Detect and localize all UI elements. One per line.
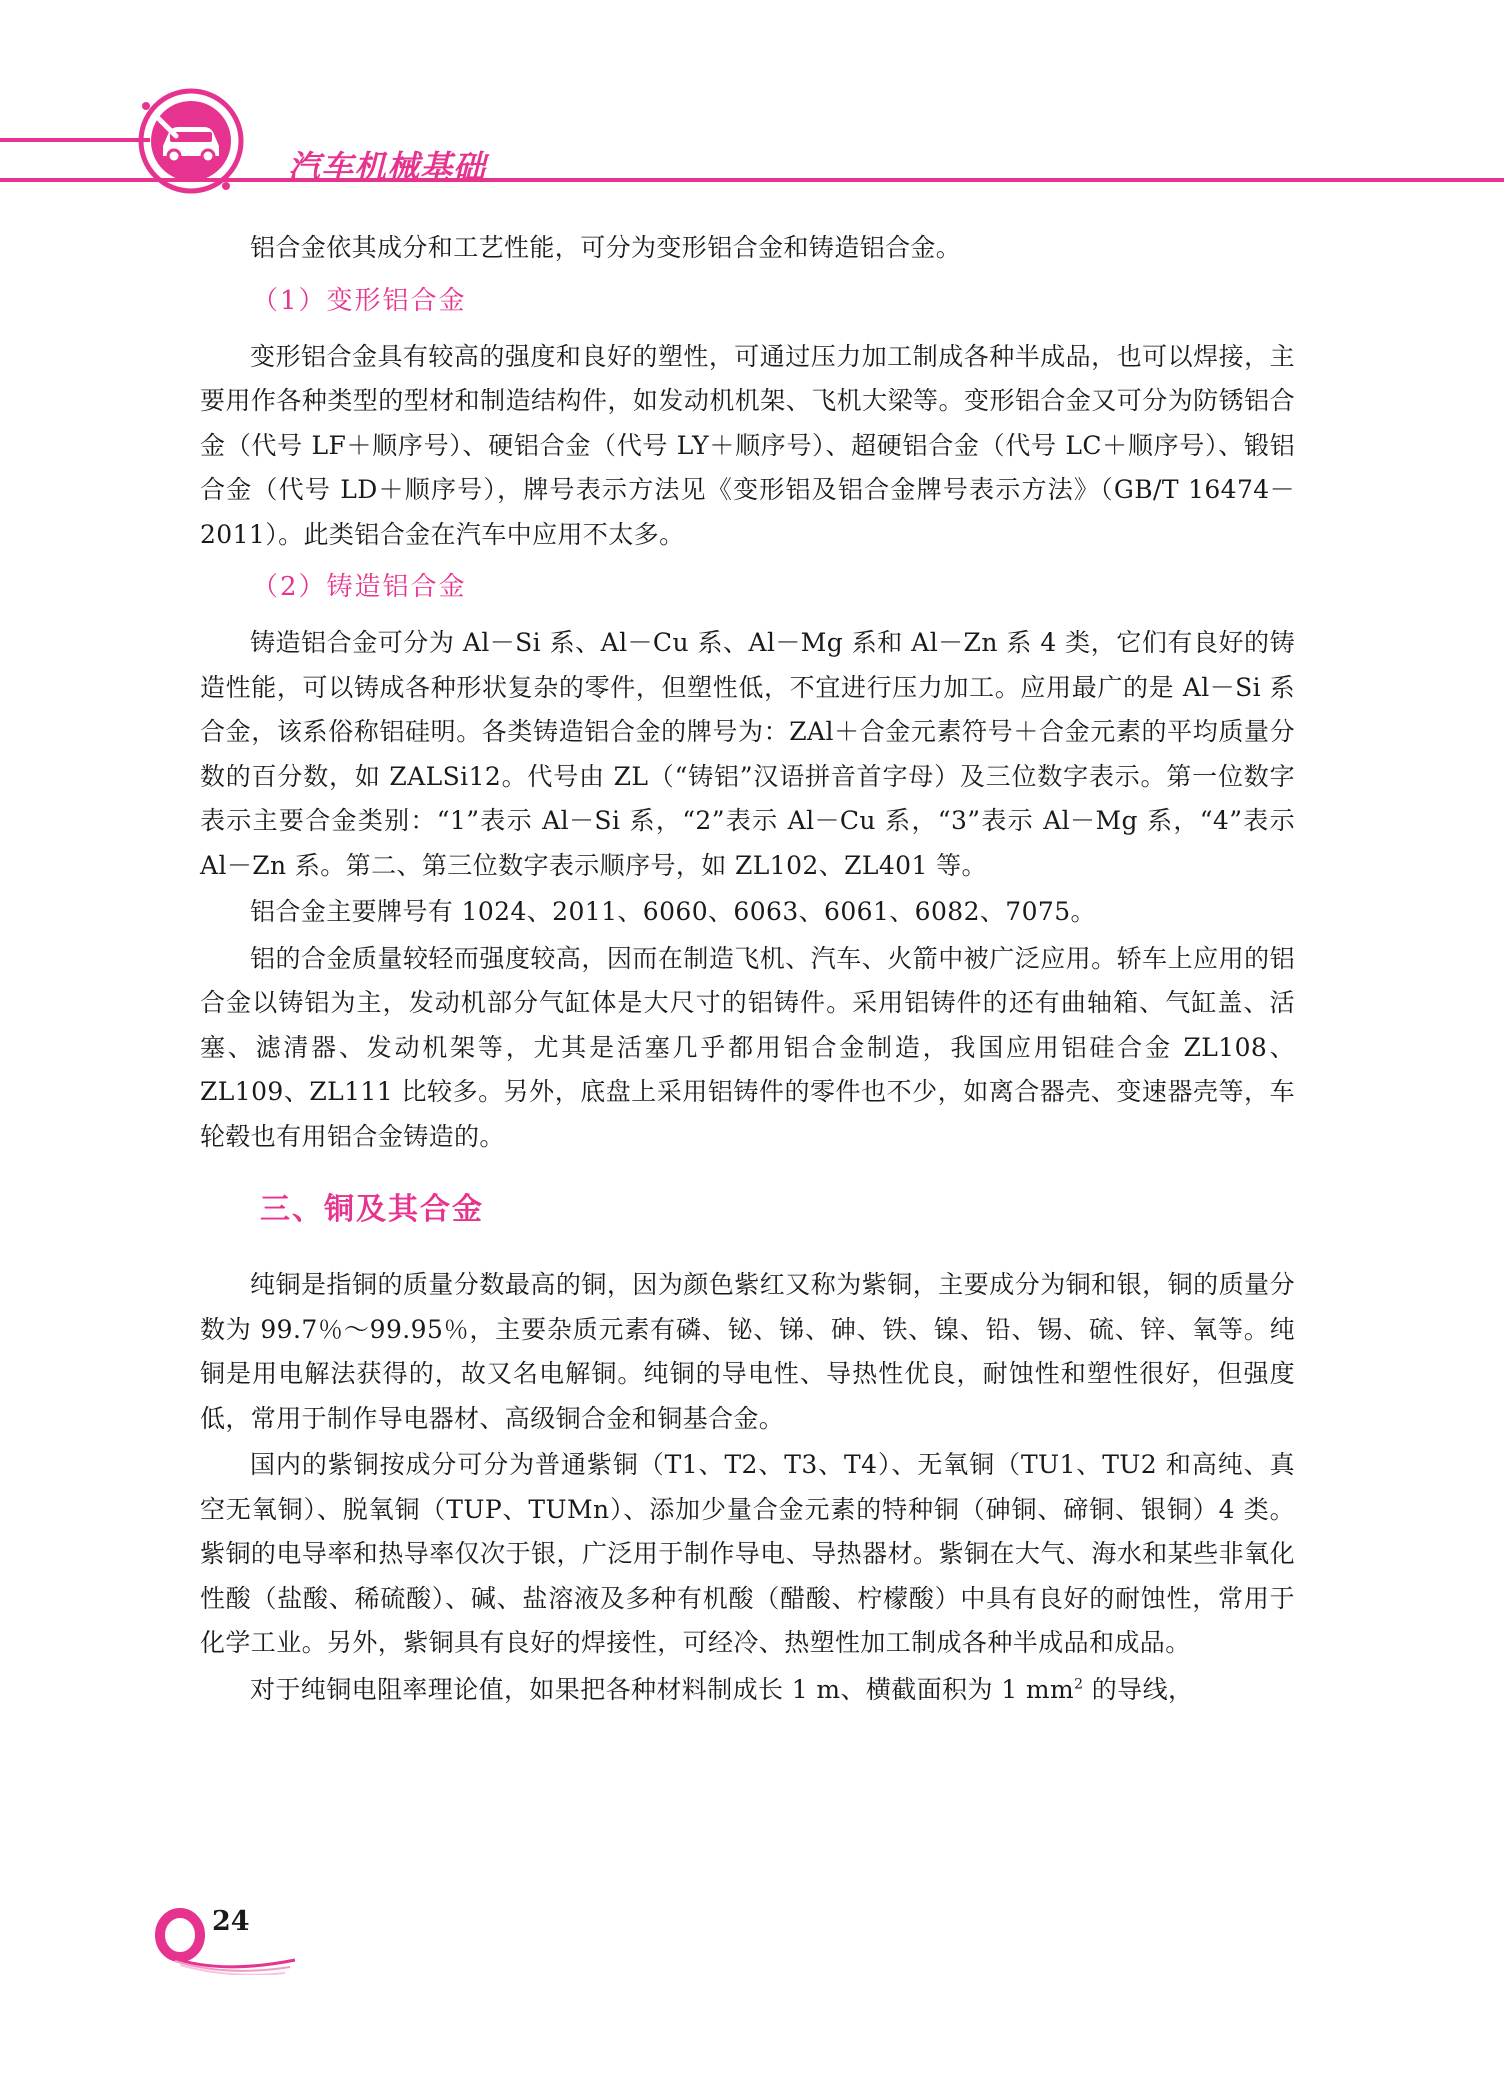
page-number: 24 — [212, 1906, 250, 1937]
paragraph-copper-types: 国内的紫铜按成分可分为普通紫铜（T1、T2、T3、T4）、无氧铜（TU1、TU2 和高纯、真空无氧铜）、脱氧铜（TUP、TUMn）、添加少量合金元素的特种铜（砷铜、碲铜、银铜）4 类。紫铜的电导率和热导率仅次于银，广泛用于制作导电、导热器材。紫铜在大气、海水和某些非氧化性酸（盐酸、稀硫酸）、碱、盐溶液及多种有机酸（醋酸、柠檬酸）中具有良好的耐蚀性，常用于化学工业。另外，紫铜具有良好的焊接性，可经冷、热塑性加工制成各种半成品和成品。 — [200, 1450, 1295, 1657]
superscript-two: 2 — [1074, 1676, 1084, 1693]
paragraph-copper-resistivity — [200, 1668, 1295, 1713]
subheading-cast-aluminum: （2）铸造铝合金 — [252, 572, 467, 602]
resistivity-text-a: 对于纯铜电阻率理论值，如果把各种材料制成长 1 m、横截面积为 1 mm — [250, 1674, 1075, 1704]
book-title: 汽车机械基础 — [288, 148, 487, 186]
subheading-wrought-aluminum: （1）变形铝合金 — [252, 285, 467, 316]
section-heading-copper: 三、铜及其合金 — [260, 1192, 484, 1227]
paragraph-aluminum-grades: 铝合金主要牌号有 1024、2011、6060、6063、6061、6082、7075。 — [250, 897, 1096, 926]
resistivity-text-b: 的导线， — [1083, 1674, 1194, 1704]
paragraph-aluminum-applications: 铝的合金质量较轻而强度较高，因而在制造飞机、汽车、火箭中被广泛应用。轿车上应用的铝合金以铸铝为主，发动机部分气缸体是大尺寸的铝铸件。采用铝铸件的还有曲轴箱、气缸盖、活塞、滤清器、发动机架等，尤其是活塞几乎都用铝合金制造，我国应用铝硅合金 ZL108、ZL109、ZL111 比较多。另外，底盘上采用铝铸件的零件也不少，如离合器壳、变速器壳等，车轮毂也有用铝合金铸造的。 — [200, 943, 1295, 1151]
header-rule-left — [0, 138, 150, 142]
intro-paragraph: 铝合金依其成分和工艺性能，可分为变形铝合金和铸造铝合金。 — [250, 233, 962, 262]
car-wrench-icon — [136, 86, 246, 196]
page-content — [200, 226, 1295, 1714]
paragraph-pure-copper: 纯铜是指铜的质量分数最高的铜，因为颜色紫红又称为紫铜，主要成分为铜和银，铜的质量分数为 99.7％～99.95％，主要杂质元素有磷、铋、锑、砷、铁、镍、铅、锡、硫、锌、氧等。纯铜是用电解法获得的，故又名电解铜。纯铜的导电性、导热性优良，耐蚀性和塑性很好，但强度低，常用于制作导电器材、高级铜合金和铜基合金。 — [200, 1270, 1295, 1433]
paragraph-wrought-aluminum: 变形铝合金具有较高的强度和良好的塑性，可通过压力加工制成各种半成品，也可以焊接，主要用作各种类型的型材和制造结构件，如发动机机架、飞机大梁等。变形铝合金又可分为防锈铝合金（代号 LF＋顺序号）、硬铝合金（代号 LY＋顺序号）、超硬铝合金（代号 LC＋顺序号）、锻铝合金（代号 LD＋顺序号），牌号表示方法见《变形铝及铝合金牌号表示方法》（GB/T 16474－2011）。此类铝合金在汽车中应用不太多。 — [200, 341, 1295, 549]
paragraph-cast-aluminum: 铸造铝合金可分为 Al－Si 系、Al－Cu 系、Al－Mg 系和 Al－Zn 系 4 类，它们有良好的铸造性能，可以铸成各种形状复杂的零件，但塑性低，不宜进行压力加工。应用最广的是 Al－Si 系合金，该系俗称铝硅明。各类铸造铝合金的牌号为：ZAl＋合金元素符号＋合金元素的平均质量分数的百分数，如 ZALSi12。代号由 ZL（“铸铝”汉语拼音首字母）及三位数字表示。第一位数字表示主要合金类别：“1”表示 Al－Si 系，“2”表示 Al－Cu 系，“3”表示 Al－Mg 系，“4”表示 Al－Zn 系。第二、第三位数字表示顺序号，如 ZL102、ZL401 等。 — [200, 628, 1295, 880]
